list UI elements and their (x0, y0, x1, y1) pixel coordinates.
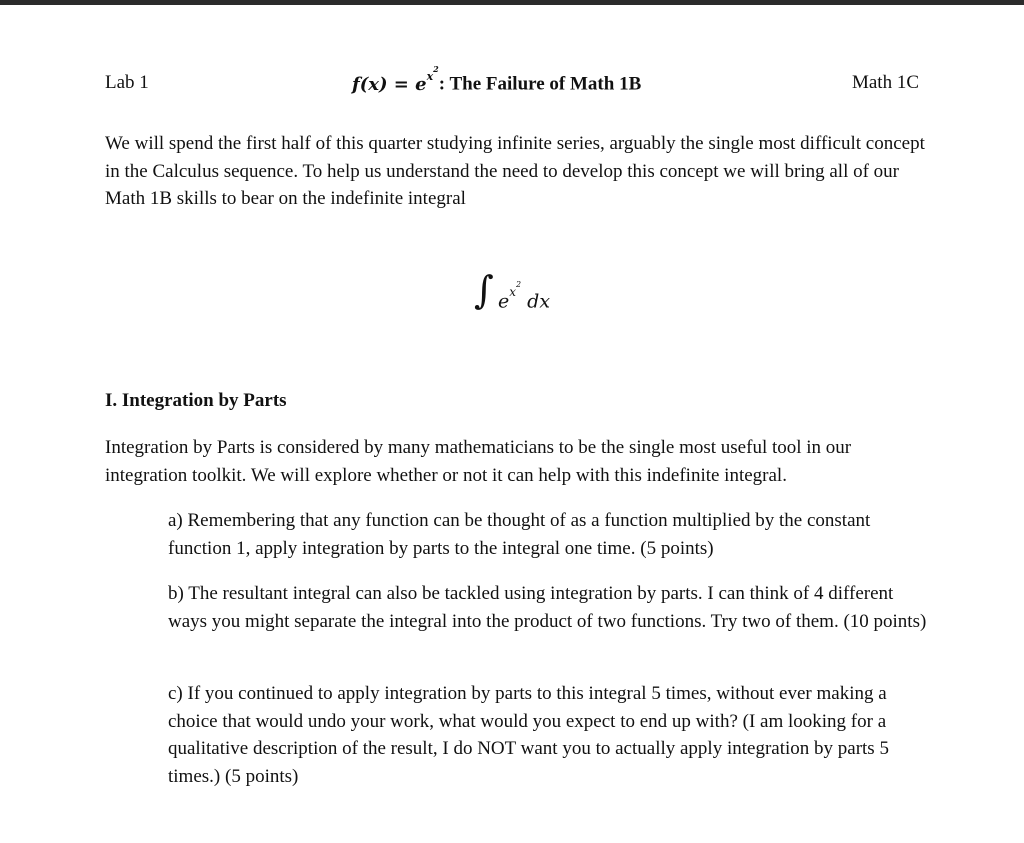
section-intro-paragraph: Integration by Parts is considered by many mathematicians to be the single most useful tool in our integration toolkit. We will explore whether or not it can help with this indefinite integral. (105, 437, 852, 486)
question-b: b) The resultant integral can also be tackled using integration by parts. I can think of 4 different ways you might separate the integral into the product of two functions. Try two of them. (10 points) (168, 583, 927, 632)
page-title (352, 64, 642, 96)
section-heading: I. Integration by Parts (105, 390, 287, 411)
lab-label: Lab 1 (105, 72, 149, 93)
top-border (0, 0, 1024, 5)
integrand: $e^{x^2}$ dx (498, 280, 551, 313)
title-text: : The Failure of Math 1B (438, 73, 642, 95)
intro-paragraph: We will spend the first half of this quarter studying infinite series, arguably the single most difficult concept in the Calculus sequence. To help us understand the need to develop this concept we will bring all of our Math 1B skills to bear on the indefinite integral (105, 133, 925, 209)
question-a: a) Remembering that any function can be thought of as a function multiplied by the constant function 1, apply integration by parts to the integral one time. (5 points) (168, 510, 871, 559)
question-c: c) If you continued to apply integration by parts to this integral 5 times, without ever making a choice that would undo your work, what would you expect to end up with? (I am looking for a qualitative description of the result, I do NOT want you to actually apply integration by parts 5 times.) (5 points) (168, 683, 889, 787)
course-label: Math 1C (851, 72, 919, 93)
title-formula: $f(x) = e^{x^2}$ (352, 64, 439, 95)
document-header (0, 64, 1024, 102)
integral-sign: ∫ (474, 268, 494, 312)
integral-formula (470, 268, 590, 326)
